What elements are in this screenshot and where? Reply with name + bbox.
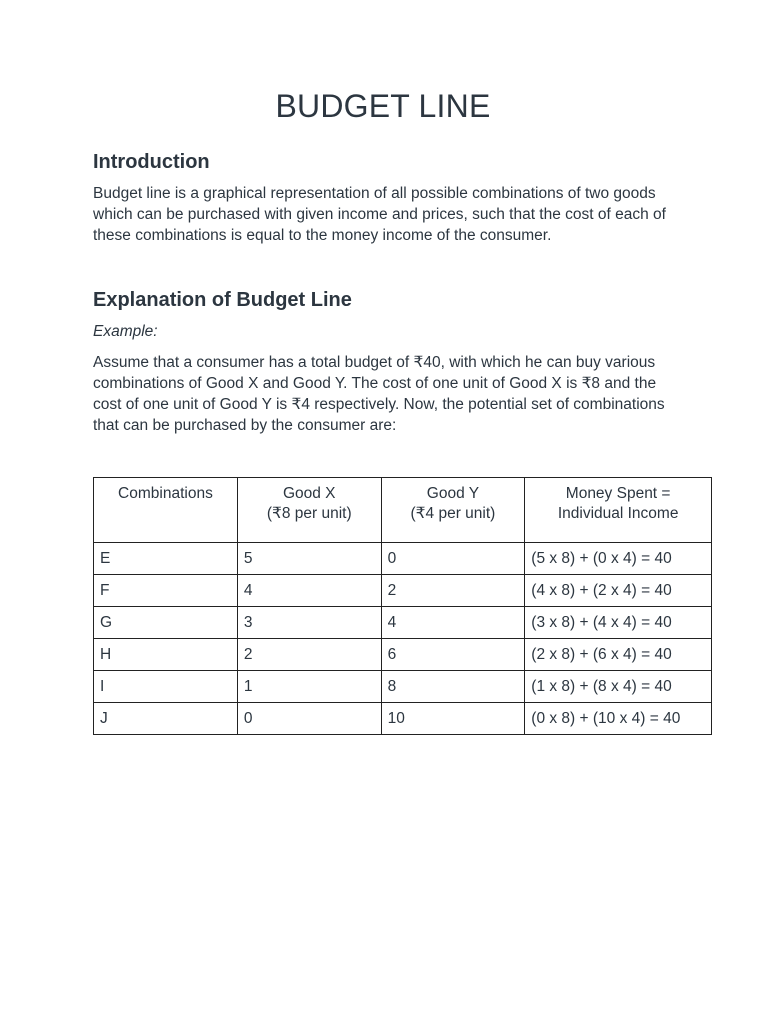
page-title: BUDGET LINE: [275, 88, 491, 124]
cell-good-x: 2: [237, 639, 381, 671]
cell-good-y: 2: [381, 575, 525, 607]
header-good-y-line2: (₹4 per unit): [410, 505, 496, 522]
cell-good-y: 0: [381, 543, 525, 575]
cell-good-y: 8: [381, 671, 525, 703]
cell-combination: I: [94, 671, 238, 703]
cell-good-x: 0: [237, 703, 381, 735]
table-row: [94, 639, 712, 671]
introduction-paragraph: Budget line is a graphical representation of all possible combinations of two goods which can be purchased with given income and prices, such that the cost of each of these combinations is equal to the money income of the consumer.: [93, 185, 666, 244]
header-good-y-line1: Good Y: [426, 485, 480, 502]
header-money-spent-line1: Money Spent =: [565, 485, 671, 502]
cell-money-spent: (0 x 8) + (10 x 4) = 40: [525, 703, 712, 735]
header-good-x-line1: Good X: [282, 485, 336, 502]
table-row: [94, 543, 712, 575]
cell-good-y: 4: [381, 607, 525, 639]
example-label: Example:: [93, 323, 158, 340]
header-good-y: [381, 478, 525, 543]
cell-combination: F: [94, 575, 238, 607]
header-combinations: [94, 478, 238, 543]
table-header-row: [94, 478, 712, 543]
cell-combination: H: [94, 639, 238, 671]
cell-combination: G: [94, 607, 238, 639]
cell-good-x: 1: [237, 671, 381, 703]
header-good-x: [237, 478, 381, 543]
header-money-spent: [525, 478, 712, 543]
table-row: [94, 575, 712, 607]
table-row: [94, 607, 712, 639]
introduction-heading: Introduction: [93, 151, 210, 173]
table-row: [94, 703, 712, 735]
cell-combination: J: [94, 703, 238, 735]
cell-good-y: 10: [381, 703, 525, 735]
header-money-spent-line2: Individual Income: [557, 505, 679, 522]
cell-good-y: 6: [381, 639, 525, 671]
cell-money-spent: (3 x 8) + (4 x 4) = 40: [525, 607, 712, 639]
cell-good-x: 4: [237, 575, 381, 607]
cell-money-spent: (4 x 8) + (2 x 4) = 40: [525, 575, 712, 607]
explanation-paragraph: Assume that a consumer has a total budget of ₹40, with which he can buy various combinations of Good X and Good Y. The cost of one unit of Good X is ₹8 and the cost of one unit of Good Y is ₹4 respectively. Now, the potential set of combinations that can be purchased by the consumer are:: [93, 354, 665, 434]
header-good-x-line2: (₹8 per unit): [266, 505, 352, 522]
cell-good-x: 3: [237, 607, 381, 639]
cell-good-x: 5: [237, 543, 381, 575]
combinations-table: [93, 477, 712, 735]
cell-money-spent: (5 x 8) + (0 x 4) = 40: [525, 543, 712, 575]
cell-money-spent: (1 x 8) + (8 x 4) = 40: [525, 671, 712, 703]
header-combinations-line1: Combinations: [118, 485, 213, 502]
explanation-heading: Explanation of Budget Line: [93, 289, 352, 311]
cell-money-spent: (2 x 8) + (6 x 4) = 40: [525, 639, 712, 671]
table-row: [94, 671, 712, 703]
cell-combination: E: [94, 543, 238, 575]
